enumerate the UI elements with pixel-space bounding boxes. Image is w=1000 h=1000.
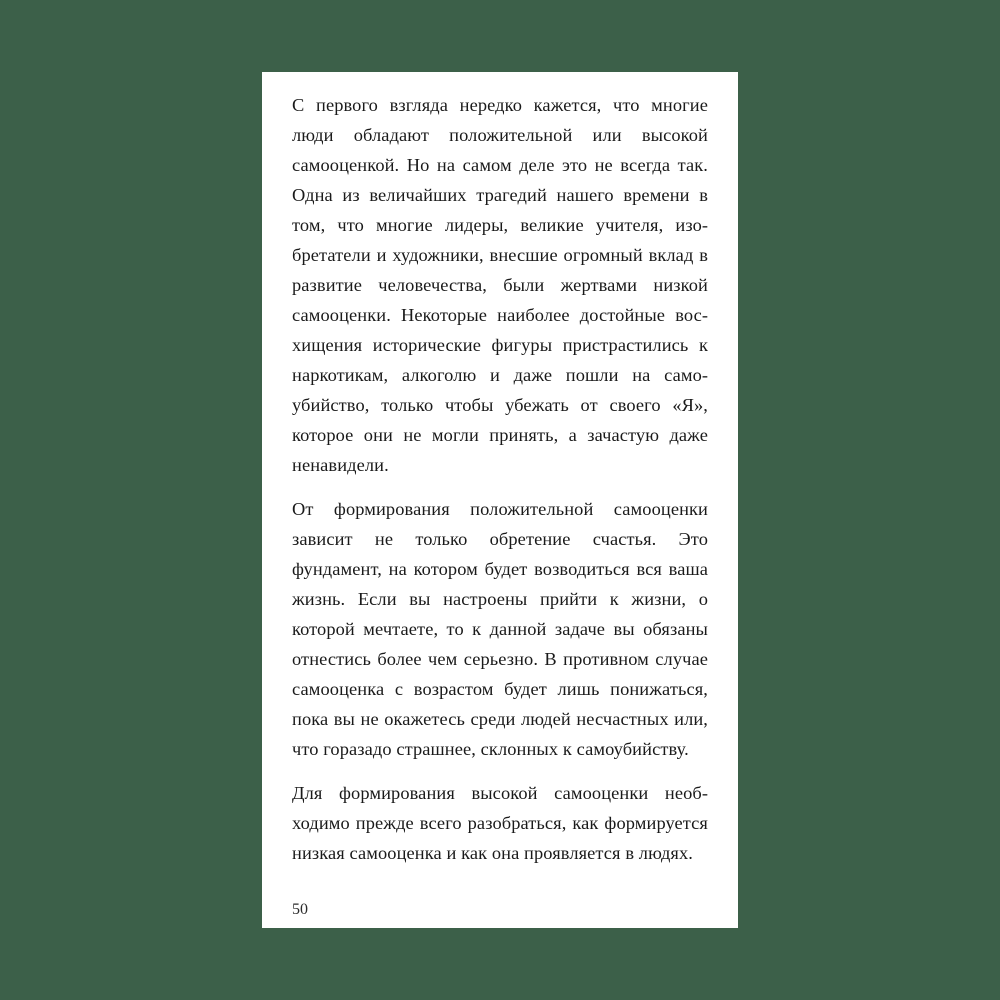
paragraph: С первого взгляда нередко кажется, что многие люди обладают положительной или высокой самооценкой. Но на самом деле это не всегда так. Одна из величайших трагедий нашего времени в том, что многие лидеры, великие учителя, изобретатели и художники, внесшие огромный вклад в развитие человечества, были жертвами низкой самооценки. Некоторые наиболее достойные восхищения исторические фигуры пристрастились к наркотикам, алкоголю и даже пошли на самоубийство, только чтобы убежать от своего «Я», которое они не могли принять, а зачастую даже ненавидели. (292, 95, 708, 475)
page-footer (292, 892, 708, 918)
page-number: 50 (292, 901, 308, 918)
paragraph: От формирования положительной самооценки зависит не только обретение счастья. Это фундамент, на котором будет возводиться вся ваша жизнь. Если вы настроены прийти к жизни, о которой мечтаете, то к данной задаче вы обязаны отнестись более чем серьезно. В противном случае самооценка с возрастом будет лишь понижаться, пока вы не окажетесь среди людей несчастных или, что горазадо страшнее, склонных к самоубийству. (292, 499, 708, 759)
book-page (262, 72, 738, 928)
paragraph: Для формирования высокой самооценки необходимо прежде всего разобраться, как формируется низкая самооценка и как она проявляется в людях. (292, 783, 708, 863)
page-text-body (292, 90, 708, 892)
